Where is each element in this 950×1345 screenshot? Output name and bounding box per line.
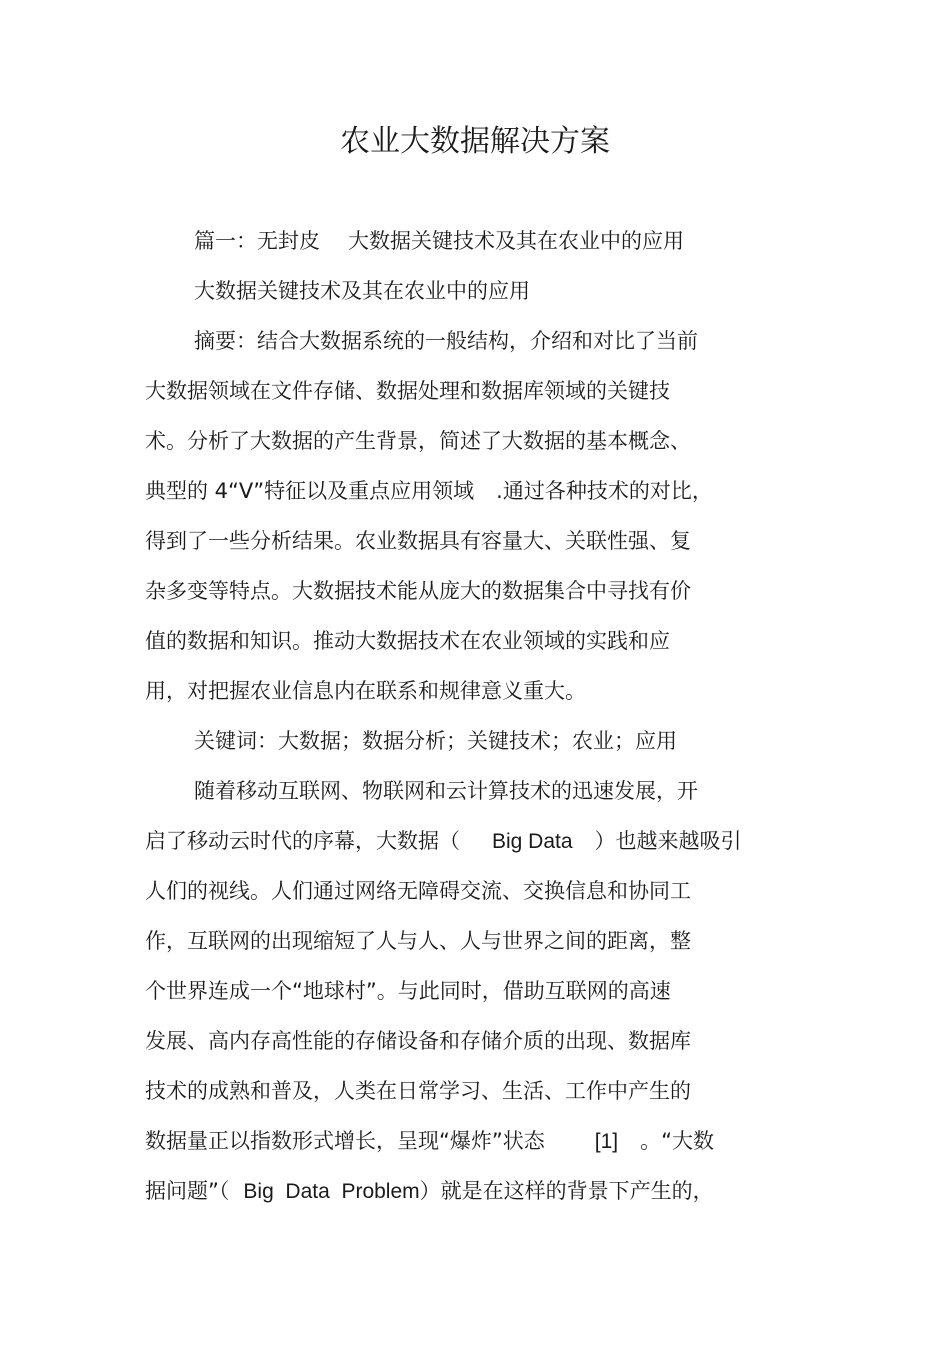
- body-line-1: 随着移动互联网、物联网和云计算技术的迅速发展，开: [194, 779, 698, 803]
- abstract-line-5: 得到了一些分析结果。农业数据具有容量大、关联性强、复: [145, 529, 691, 553]
- abstract-line-8: 用，对把握农业信息内在联系和规律意义重大。: [145, 679, 586, 703]
- abstract-line-6: 杂多变等特点。大数据技术能从庞大的数据集合中寻找有价: [145, 579, 691, 603]
- body-line-8-a: 数据量正以指数形式增长，呈现“爆炸”状态: [145, 1129, 545, 1153]
- body-line-8-c: 。“大数: [640, 1129, 715, 1153]
- abstract-line-2: 大数据领域在文件存储、数据处理和数据库领域的关键技: [145, 379, 670, 403]
- heading-line: [194, 226, 684, 256]
- abstract-line-4-a: 典型的 4“V”特征以及重点应用领域: [145, 479, 475, 503]
- body-line-9-c: ）就是在这样的背景下产生的，: [419, 1179, 714, 1203]
- abstract-line-4: [145, 476, 713, 506]
- body-line-9-b: Big Data Problem: [243, 1180, 420, 1203]
- body-line-4: 作，互联网的出现缩短了人与人、人与世界之间的距离，整: [145, 929, 691, 953]
- abstract-line-4-b: .通过各种技术的对比，: [496, 479, 713, 503]
- body-line-9: [145, 1176, 714, 1207]
- body-line-2-b: Big Data: [492, 830, 573, 853]
- body-line-2-c: ）也越来越吸引: [594, 829, 742, 853]
- citation-ref: [1]: [594, 1130, 619, 1153]
- body-line-9-a: 据问题”（: [145, 1179, 230, 1203]
- body-line-6: 发展、高内存高性能的存储设备和存储介质的出现、数据库: [145, 1029, 691, 1053]
- subtitle-line: 大数据关键技术及其在农业中的应用: [194, 279, 530, 303]
- body-line-3: 人们的视线。人们通过网络无障碍交流、交换信息和协同工: [145, 879, 691, 903]
- heading-part-b: 大数据关键技术及其在农业中的应用: [348, 229, 684, 253]
- abstract-line-7: 值的数据和知识。推动大数据技术在农业领域的实践和应: [145, 629, 670, 653]
- body-line-2: [145, 826, 742, 857]
- body-line-2-a: 启了移动云时代的序幕，大数据（: [145, 829, 460, 853]
- heading-part-a: 篇一：无封皮: [194, 229, 320, 253]
- abstract-line-1: 摘要：结合大数据系统的一般结构，介绍和对比了当前: [194, 329, 698, 353]
- document-title: 农业大数据解决方案: [340, 124, 610, 159]
- body-line-5: 个世界连成一个“地球村”。与此同时，借助互联网的高速: [145, 979, 671, 1003]
- keywords-line: 关键词：大数据；数据分析；关键技术；农业；应用: [194, 729, 677, 753]
- body-line-8: [145, 1126, 714, 1157]
- abstract-line-3: 术。分析了大数据的产生背景，简述了大数据的基本概念、: [145, 429, 691, 453]
- body-line-7: 技术的成熟和普及，人类在日常学习、生活、工作中产生的: [145, 1079, 691, 1103]
